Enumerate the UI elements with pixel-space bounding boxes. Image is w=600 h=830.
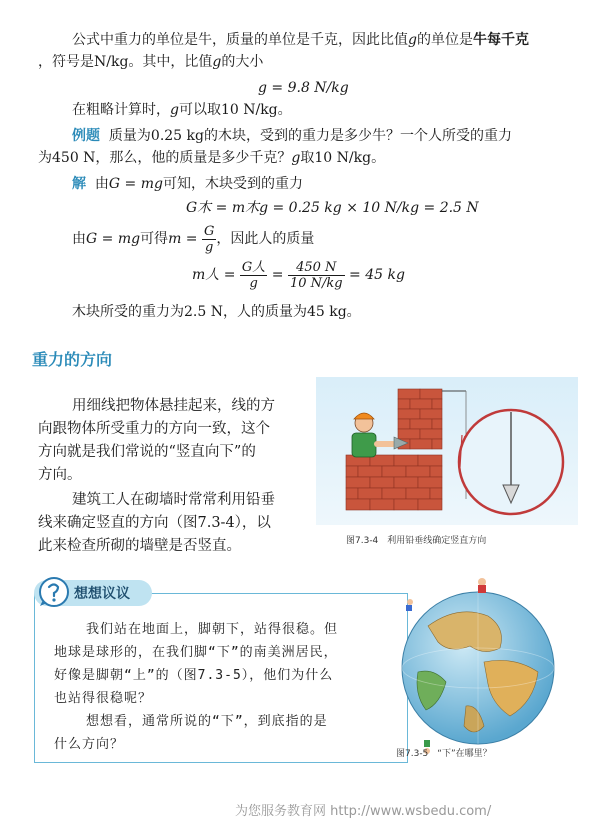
discussion-line: 好像是脚朝“上”的（图7.3-5），他们为什么 xyxy=(54,668,334,683)
example-line1 xyxy=(72,126,512,146)
discussion-line: 想想看，通常所说的“下”，到底指的是 xyxy=(86,714,328,729)
globe-illustration xyxy=(388,576,568,756)
var-g: g xyxy=(408,32,417,48)
direction-line: 用细线把物体悬挂起来，线的方 xyxy=(72,398,275,414)
direction-line: 线来确定竖直的方向（图7.3-4），以 xyxy=(38,515,271,531)
formula: G = mg xyxy=(86,231,141,247)
direction-line: 此来检查所砌的墙壁是否竖直。 xyxy=(38,538,241,554)
discussion-line: 什么方向？ xyxy=(54,737,125,752)
formula: m = xyxy=(168,231,202,247)
text: ，因此人的质量 xyxy=(216,231,315,247)
figure-caption: 图7.3-5 “下”在哪里？ xyxy=(396,749,492,759)
fraction-450-over-10 xyxy=(288,260,345,291)
text: 取10 N/kg。 xyxy=(300,150,386,166)
denominator: g xyxy=(249,275,258,291)
para-unit-line1 xyxy=(72,30,529,50)
text: 由 xyxy=(72,231,86,247)
text: 公式中重力的单位是牛，质量的单位是千克，因此比值 xyxy=(72,32,408,48)
footer-watermark: 为您服务教育网 http://www.wsbedu.com/ xyxy=(235,804,492,819)
text: 可知，木块受到的重力 xyxy=(162,176,303,192)
plumb-line-drawing xyxy=(316,377,578,525)
text: 可得 xyxy=(140,231,169,247)
formula: m人 = xyxy=(192,267,236,283)
example-label: 例题 xyxy=(72,128,100,144)
solution-label: 解 xyxy=(72,176,86,192)
text: 的单位是 xyxy=(416,32,473,48)
var-g: g xyxy=(291,150,301,166)
equation-g: g = 9.8 N/kg xyxy=(258,80,349,96)
fraction-G-person xyxy=(240,260,267,291)
formula: = 45 kg xyxy=(349,267,405,283)
text: 由 xyxy=(94,176,109,192)
solution-conclusion: 木块所受的重力为2.5 N，人的质量为45 kg。 xyxy=(72,304,361,320)
equation-wood: G木 = m木g = 0.25 kg × 10 N/kg = 2.5 N xyxy=(186,200,479,216)
solution-line2 xyxy=(72,222,314,256)
text: 可以取10 N/kg。 xyxy=(178,102,292,118)
discussion-icon xyxy=(38,576,70,608)
plumb-line-illustration xyxy=(316,377,578,525)
discussion-line: 地球是球形的，在我们脚“下”的南美洲居民， xyxy=(54,645,338,660)
direction-line: 方向。 xyxy=(38,467,82,483)
denominator: 10 N/kg xyxy=(289,275,343,291)
bold-term: 牛每千克 xyxy=(472,32,529,48)
para-unit-line2 xyxy=(38,52,263,72)
solution-line1 xyxy=(72,174,303,194)
denominator: g xyxy=(205,239,214,255)
text: 质量为0.25 kg的木块，受到的重力是多少牛？一个人所受的重力 xyxy=(108,128,512,144)
text: 为450 N，那么，他的质量是多少千克？ xyxy=(38,150,292,166)
var-g: g xyxy=(212,54,222,70)
numerator: 450 N xyxy=(288,260,345,276)
numerator: G人 xyxy=(241,259,266,275)
para-approx xyxy=(72,100,292,120)
text: 在粗略计算时， xyxy=(72,102,170,118)
numerator: G xyxy=(203,223,215,239)
formula: G = mg xyxy=(108,176,163,192)
equation-person: m人 = $\frac{\text{G人}}{g}$ = $\frac{450 N}{10 N/kg}$ = 45 kg xyxy=(192,259,405,291)
example-line2 xyxy=(38,148,385,168)
section-title: 重力的方向 xyxy=(32,350,113,369)
direction-line: 建筑工人在砌墙时常常利用铅垂 xyxy=(72,492,275,508)
text: 的大小 xyxy=(221,54,264,70)
discussion-line: 我们站在地面上，脚朝下，站得很稳。但 xyxy=(86,622,339,637)
figure-caption: 图7.3-4 利用铅垂线确定竖直方向 xyxy=(346,536,487,546)
direction-line: 方向就是我们常说的“竖直向下”的 xyxy=(38,444,256,460)
discussion-line: 也站得很稳呢？ xyxy=(54,691,153,706)
direction-line: 向跟物体所受重力的方向一致，这个 xyxy=(38,421,270,437)
discussion-title: 想想议议 xyxy=(74,586,130,602)
fraction-G-over-g xyxy=(202,224,216,255)
var-g: g xyxy=(170,102,179,118)
text: ，符号是N/kg。其中，比值 xyxy=(38,54,213,70)
